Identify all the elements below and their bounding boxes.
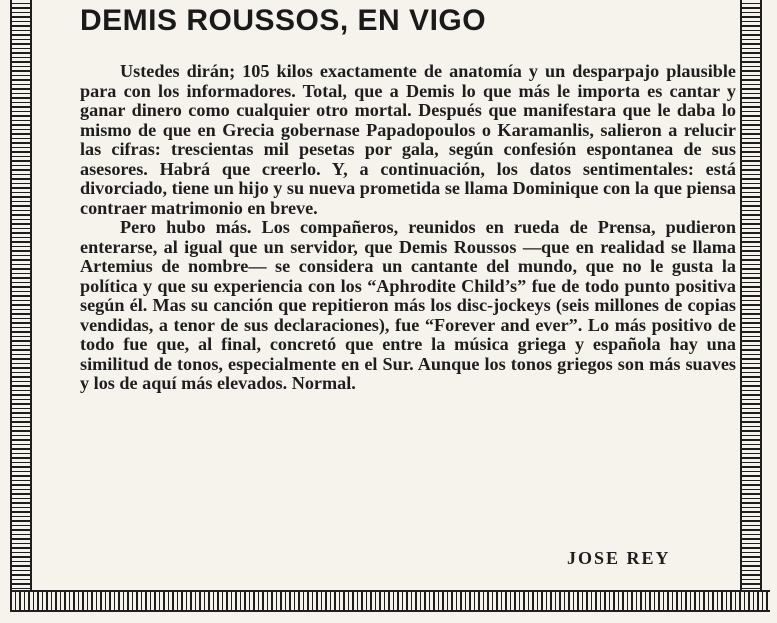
ornamental-border-bottom <box>10 590 770 612</box>
ornamental-border-left <box>10 0 32 590</box>
ornamental-border-right <box>740 0 762 590</box>
article-byline: JOSE REY <box>567 548 671 568</box>
article-headline: DEMIS ROUSSOS, EN VIGO <box>80 4 487 37</box>
article-paragraph: Pero hubo más. Los compañeros, reunidos en rueda de Prensa, pudieron enterarse, al igual que un servidor, que Demis Roussos —que en realidad se llama Artemius de nombre— se considera un cantante del mundo, que no le gusta la política y que su experiencia con los “Aphrodite Child’s” fue de todo punto positiva según él. Mas su canción que repitieron más los disc-jockeys (seis millones de copias vendidas, a tenor de sus declaraciones), fue “Forever and ever”. Lo más positivo de todo fue que, al final, concretó que entre la música griega y española hay una similitud de tonos, especialmente en el Sur. Aunque los tonos griegos son más suaves y los de aquí más elevados. Normal. <box>80 217 736 393</box>
article-body <box>80 62 736 394</box>
article-paragraph: Ustedes dirán; 105 kilos exactamente de anatomía y un desparpajo plausible para con los informadores. Total, que a Demis lo que más le importa es cantar y ganar dinero como cualquier otro mortal. Después que manifestara que le daba lo mismo de que en Grecia gobernase Papadopoulos o Karamanlis, salieron a relucir las cifras: trescientas mil pesetas por gala, según confesión espontanea de sus asesores. Habrá que creerlo. Y, a continuación, los datos sentimentales: está divorciado, tiene un hijo y su nueva prometida se llama Dominique con la que piensa contraer matrimonio en breve. <box>80 61 736 218</box>
